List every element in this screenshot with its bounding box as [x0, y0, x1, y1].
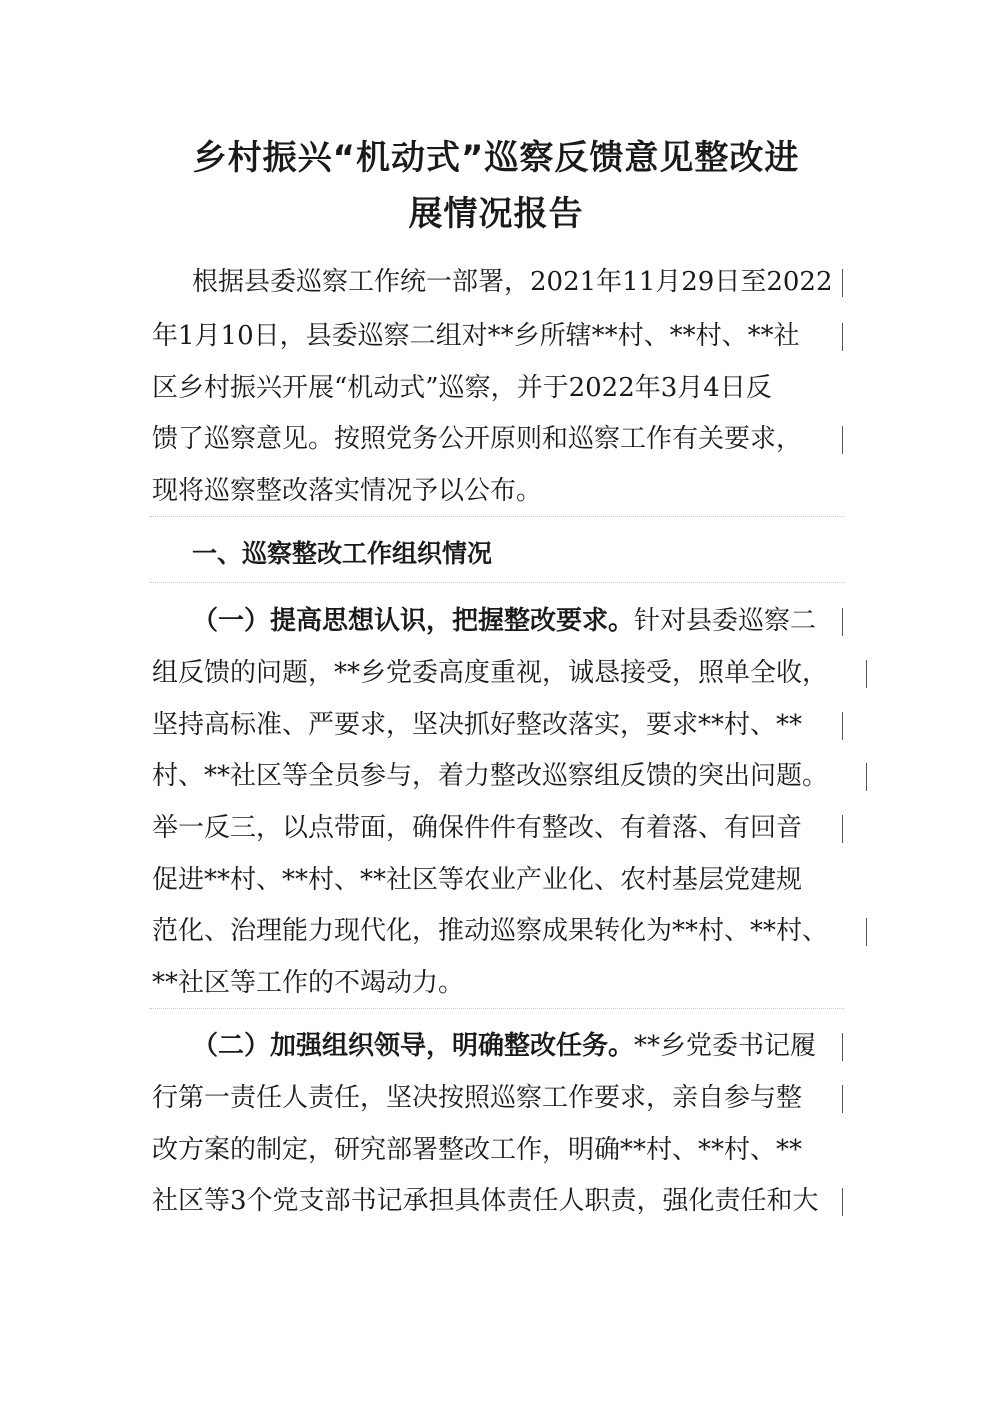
line-end-marker [866, 763, 867, 791]
subsection-2-line-4: 社区等3个党支部书记承担具体责任人职责，强化责任和大 [152, 1186, 819, 1216]
subsection-1-line-2: 组反馈的问题，**乡党委高度重视，诚恳接受，照单全收， [152, 658, 829, 688]
paragraph-separator [150, 516, 844, 517]
line-end-marker [866, 918, 867, 946]
subsection-2-line-2: 行第一责任人责任，坚决按照巡察工作要求，亲自参与整 [152, 1083, 803, 1113]
subsection-2-line-1 [192, 1030, 816, 1062]
line-end-marker [842, 815, 843, 843]
subsection-2-first-line-text: **乡党委书记履 [634, 1031, 817, 1061]
intro-line-3: 区乡村振兴开展“机动式”巡察，并于2022年3月4日反 [152, 373, 772, 403]
section-heading: 一、巡察整改工作组织情况 [192, 539, 493, 568]
intro-line-2: 年1月10日，县委巡察二组对**乡所辖**村、**村、**社 [152, 321, 800, 351]
paragraph-separator [150, 582, 844, 583]
line-end-marker [842, 323, 843, 351]
document-title-line-1: 乡村振兴“机动式”巡察反馈意见整改进 [192, 138, 800, 178]
paragraph-separator [150, 1008, 844, 1009]
document-title-line-2: 展情况报告 [408, 194, 584, 234]
line-end-marker [842, 1033, 843, 1061]
line-end-marker [842, 426, 843, 454]
subsection-1-line-7: 范化、治理能力现代化，推动巡察成果转化为**村、**村、 [152, 916, 829, 946]
subsection-1-first-line-text: 针对县委巡察二 [634, 606, 817, 636]
subsection-1-line-5: 举一反三，以点带面，确保件件有整改、有着落、有回音 [152, 813, 803, 843]
subsection-1-heading: （一）提高思想认识，把握整改要求。 [192, 606, 635, 636]
intro-line-5: 现将巡察整改落实情况予以公布。 [152, 476, 543, 506]
subsection-1-line-8: **社区等工作的不竭动力。 [152, 968, 465, 998]
line-end-marker [842, 608, 843, 636]
subsection-2-line-3: 改方案的制定，研究部署整改工作，明确**村、**村、** [152, 1135, 803, 1165]
subsection-1-line-3: 坚持高标准、严要求，坚决抓好整改落实，要求**村、** [152, 710, 803, 740]
line-end-marker [842, 269, 843, 297]
subsection-1-line-6: 促进**村、**村、**社区等农业产业化、农村基层党建规 [152, 865, 803, 895]
line-end-marker [842, 712, 843, 740]
intro-line-4: 馈了巡察意见。按照党务公开原则和巡察工作有关要求， [152, 424, 803, 454]
line-end-marker [842, 1188, 843, 1216]
subsection-2-heading: （二）加强组织领导，明确整改任务。 [192, 1031, 635, 1061]
line-end-marker [842, 1085, 843, 1113]
intro-line-1: 根据县委巡察工作统一部署，2021年11月29日至2022 [192, 267, 833, 297]
line-end-marker [866, 660, 867, 688]
subsection-1-line-1 [192, 605, 816, 637]
subsection-1-line-4: 村、**社区等全员参与，着力整改巡察组反馈的突出问题。 [152, 761, 829, 791]
